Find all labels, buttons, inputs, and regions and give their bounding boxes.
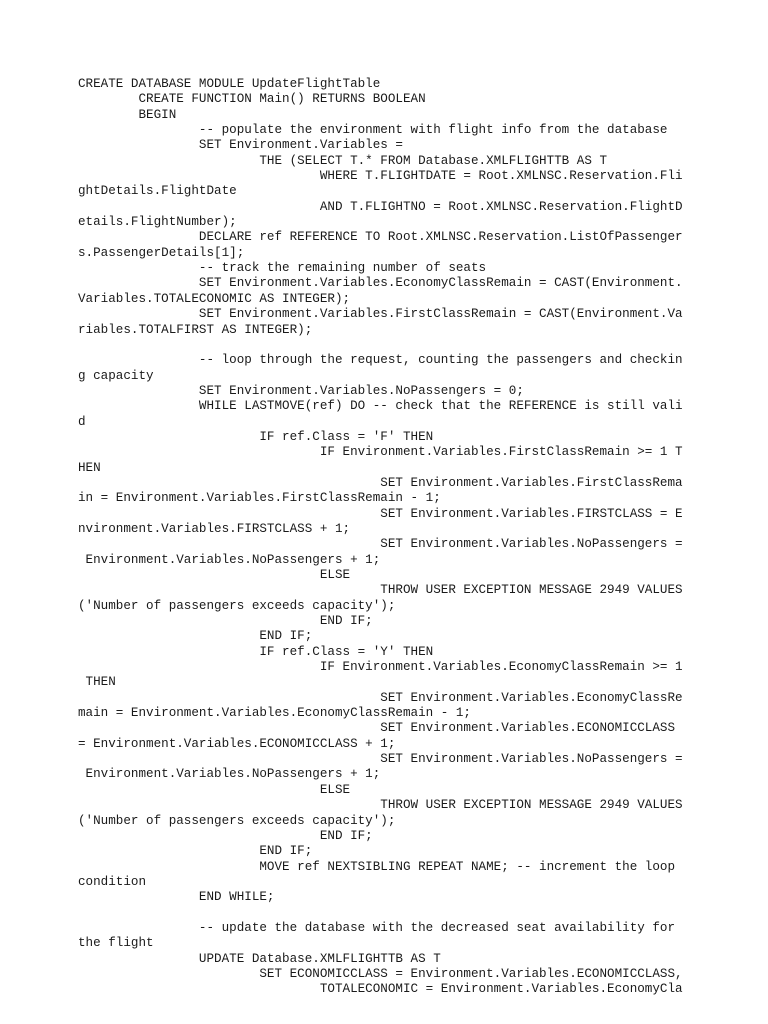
code-line: END IF; <box>78 614 373 629</box>
code-line <box>78 338 718 353</box>
code-line: UPDATE Database.XMLFLIGHTTB AS T <box>78 951 441 966</box>
code-line: BEGIN <box>78 107 177 122</box>
code-line: WHERE T.FLIGHTDATE = Root.XMLNSC.Reservation.Fli <box>78 169 683 184</box>
code-line: AND T.FLIGHTNO = Root.XMLNSC.Reservation.FlightD <box>78 199 683 214</box>
code-line: SET Environment.Variables.FirstClassRema <box>78 475 683 490</box>
code-line: SET Environment.Variables.FirstClassRemain = CAST(Environment.Va <box>78 307 683 322</box>
code-line: SET Environment.Variables.EconomyClassRemain = CAST(Environment. <box>78 276 683 291</box>
code-line: HEN <box>78 460 101 475</box>
code-line: -- populate the environment with flight info from the database <box>78 123 668 138</box>
code-line: ghtDetails.FlightDate <box>78 184 237 199</box>
code-line: ('Number of passengers exceeds capacity'); <box>78 813 396 828</box>
code-line: THROW USER EXCEPTION MESSAGE 2949 VALUES <box>78 583 683 598</box>
code-line: -- update the database with the decreased seat availability for <box>78 920 676 935</box>
code-line: ELSE <box>78 568 351 582</box>
code-line: Variables.TOTALECONOMIC AS INTEGER); <box>78 291 351 306</box>
code-line: s.PassengerDetails[1]; <box>78 245 245 260</box>
code-line: = Environment.Variables.ECONOMICCLASS + 1; <box>78 736 396 751</box>
code-line: THEN <box>78 675 116 690</box>
code-line: END WHILE; <box>78 890 275 905</box>
code-line: in = Environment.Variables.FirstClassRemain - 1; <box>78 491 441 506</box>
code-line: SET Environment.Variables.EconomyClassRe <box>78 690 683 705</box>
code-line: WHILE LASTMOVE(ref) DO -- check that the REFERENCE is still vali <box>78 399 683 414</box>
code-line: DECLARE ref REFERENCE TO Root.XMLNSC.Reservation.ListOfPassenger <box>78 230 683 245</box>
code-line: SET Environment.Variables.FIRSTCLASS = E <box>78 506 683 521</box>
code-line: TOTALECONOMIC = Environment.Variables.EconomyCla <box>78 982 683 997</box>
code-line: g capacity <box>78 368 154 383</box>
code-line: the flight <box>78 936 154 951</box>
code-line: -- track the remaining number of seats <box>78 261 487 276</box>
code-line <box>78 906 718 921</box>
code-line: END IF; <box>78 629 313 644</box>
code-line: CREATE DATABASE MODULE UpdateFlightTable <box>78 77 381 91</box>
code-line: main = Environment.Variables.EconomyClassRemain - 1; <box>78 706 471 721</box>
code-line: SET ECONOMICCLASS = Environment.Variables.ECONOMICCLASS, <box>78 966 683 981</box>
code-line: IF Environment.Variables.EconomyClassRemain >= 1 <box>78 660 683 675</box>
code-line: END IF; <box>78 828 373 843</box>
code-line: CREATE FUNCTION Main() RETURNS BOOLEAN <box>78 92 426 107</box>
code-line: nvironment.Variables.FIRSTCLASS + 1; <box>78 521 351 536</box>
code-line: IF Environment.Variables.FirstClassRemain >= 1 T <box>78 445 683 460</box>
code-line: d <box>78 414 86 429</box>
code-line: ELSE <box>78 782 351 797</box>
code-line: END IF; <box>78 844 313 859</box>
code-listing <box>78 77 718 998</box>
code-line: riables.TOTALFIRST AS INTEGER); <box>78 322 313 337</box>
code-line: etails.FlightNumber); <box>78 215 237 230</box>
code-line: IF ref.Class = 'Y' THEN <box>78 644 434 659</box>
code-line: SET Environment.Variables.NoPassengers = <box>78 537 683 552</box>
code-line: THE (SELECT T.* FROM Database.XMLFLIGHTTB AS T <box>78 153 608 168</box>
code-line: Environment.Variables.NoPassengers + 1; <box>78 552 381 567</box>
code-line: ('Number of passengers exceeds capacity'); <box>78 598 396 613</box>
code-line: IF ref.Class = 'F' THEN <box>78 429 434 444</box>
code-line: Environment.Variables.NoPassengers + 1; <box>78 767 381 782</box>
code-line: THROW USER EXCEPTION MESSAGE 2949 VALUES <box>78 798 683 813</box>
code-line: -- loop through the request, counting the passengers and checkin <box>78 353 683 368</box>
code-line: SET Environment.Variables = <box>78 138 403 153</box>
code-line: MOVE ref NEXTSIBLING REPEAT NAME; -- increment the loop <box>78 859 676 874</box>
code-line: SET Environment.Variables.NoPassengers = 0; <box>78 383 524 398</box>
code-line: condition <box>78 874 147 889</box>
code-line: SET Environment.Variables.NoPassengers = <box>78 752 683 767</box>
code-line: SET Environment.Variables.ECONOMICCLASS <box>78 721 676 736</box>
